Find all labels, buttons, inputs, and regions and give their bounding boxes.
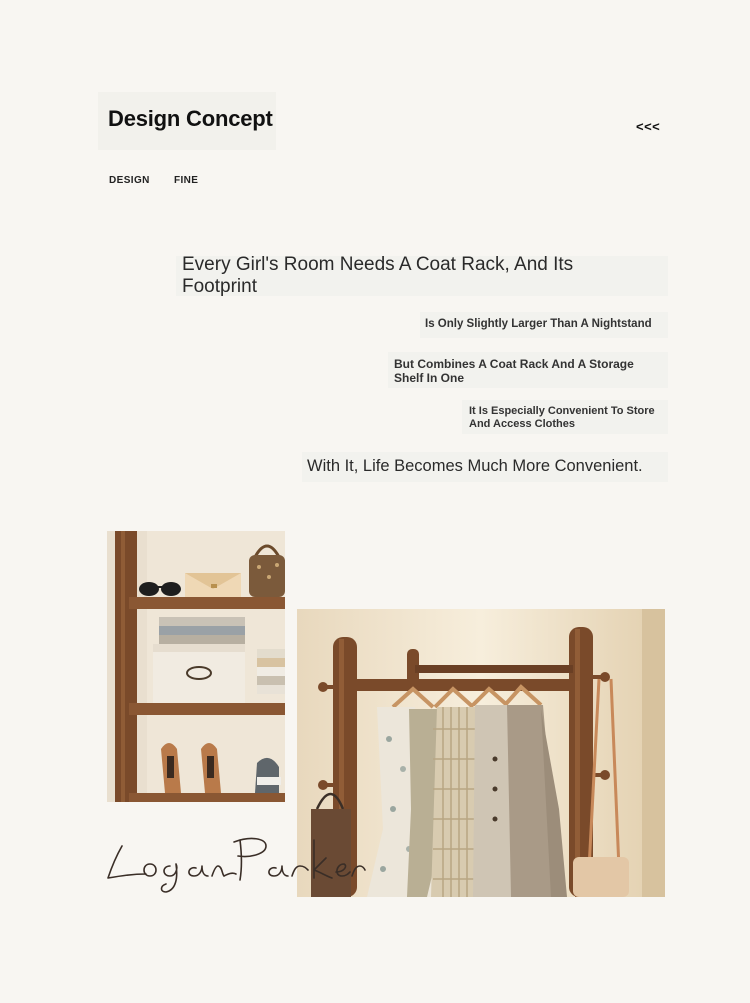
copy-line-3: It Is Especially Convenient To Store And Access Clothes xyxy=(469,405,655,430)
headline: Every Girl's Room Needs A Coat Rack, And Its Footprint xyxy=(182,254,574,297)
tag-fine: FINE xyxy=(174,175,199,186)
copy-line-2: But Combines A Coat Rack And A Storage Shelf In One xyxy=(394,357,634,385)
arrows-icon: <<< xyxy=(636,119,661,134)
copy-line-1: Is Only Slightly Larger Than A Nightstand xyxy=(425,318,652,330)
copy-line-4: With It, Life Becomes Much More Convenient. xyxy=(307,457,643,475)
shelf-photo xyxy=(107,531,285,802)
tag-design: DESIGN xyxy=(109,175,150,186)
page-title: Design Concept xyxy=(108,106,273,131)
signature xyxy=(100,820,370,905)
